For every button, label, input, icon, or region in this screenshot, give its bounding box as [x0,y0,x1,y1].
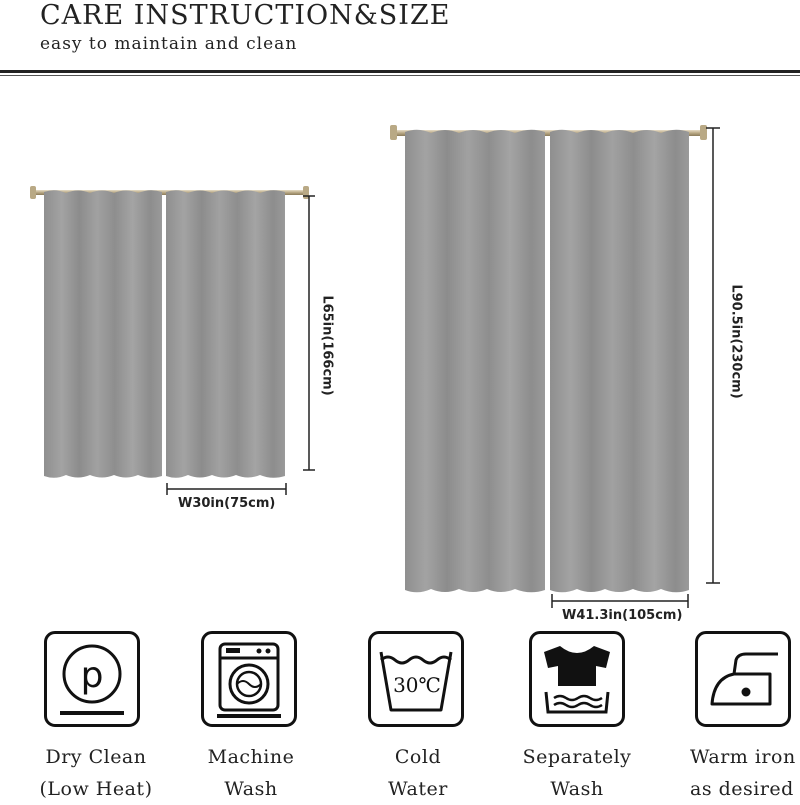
large-length-label: L90.5in(230cm) [728,284,744,399]
care-label-warm-iron: Warm iron as desired [690,746,796,800]
small-curtain-panel-left [44,190,162,478]
care-label-dry-clean: Dry Clean (Low Heat) [39,746,153,800]
warm-iron-card [695,631,791,727]
separate-wash-icon [532,634,622,724]
page-subtitle: easy to maintain and clean [40,34,298,54]
cold-water-icon [371,634,461,724]
small-length-label: L65in(166cm) [319,295,335,396]
small-curtain-panel-right [166,190,285,478]
large-curtain-panel-left [405,130,545,593]
large-rod-finial-right [700,125,707,140]
small-rod-finial-left [30,186,36,199]
large-curtain-panel-right [550,130,689,593]
care-label-separately-wash: Separately Wash [522,746,632,800]
large-width-label: W41.3in(105cm) [562,608,683,623]
svg-text:p: p [80,655,104,696]
wash-temperature: 30℃ [393,673,441,697]
large-curtain-set [390,125,720,608]
separately-wash-card [529,631,625,727]
iron-icon [698,634,788,724]
care-label-machine-wash: Machine Wash [207,746,295,800]
washing-machine-icon [204,634,294,724]
dry-clean-card [44,631,140,727]
large-rod-finial-left [390,125,397,140]
cold-water-card [368,631,464,727]
small-curtain-set [30,186,315,495]
dry-clean-icon [47,634,137,724]
machine-wash-card [201,631,297,727]
small-width-label: W30in(75cm) [178,496,276,511]
small-rod-finial-right [303,186,309,199]
care-label-cold-water: Cold Water [388,746,448,800]
page-title: CARE INSTRUCTION&SIZE [40,0,451,31]
